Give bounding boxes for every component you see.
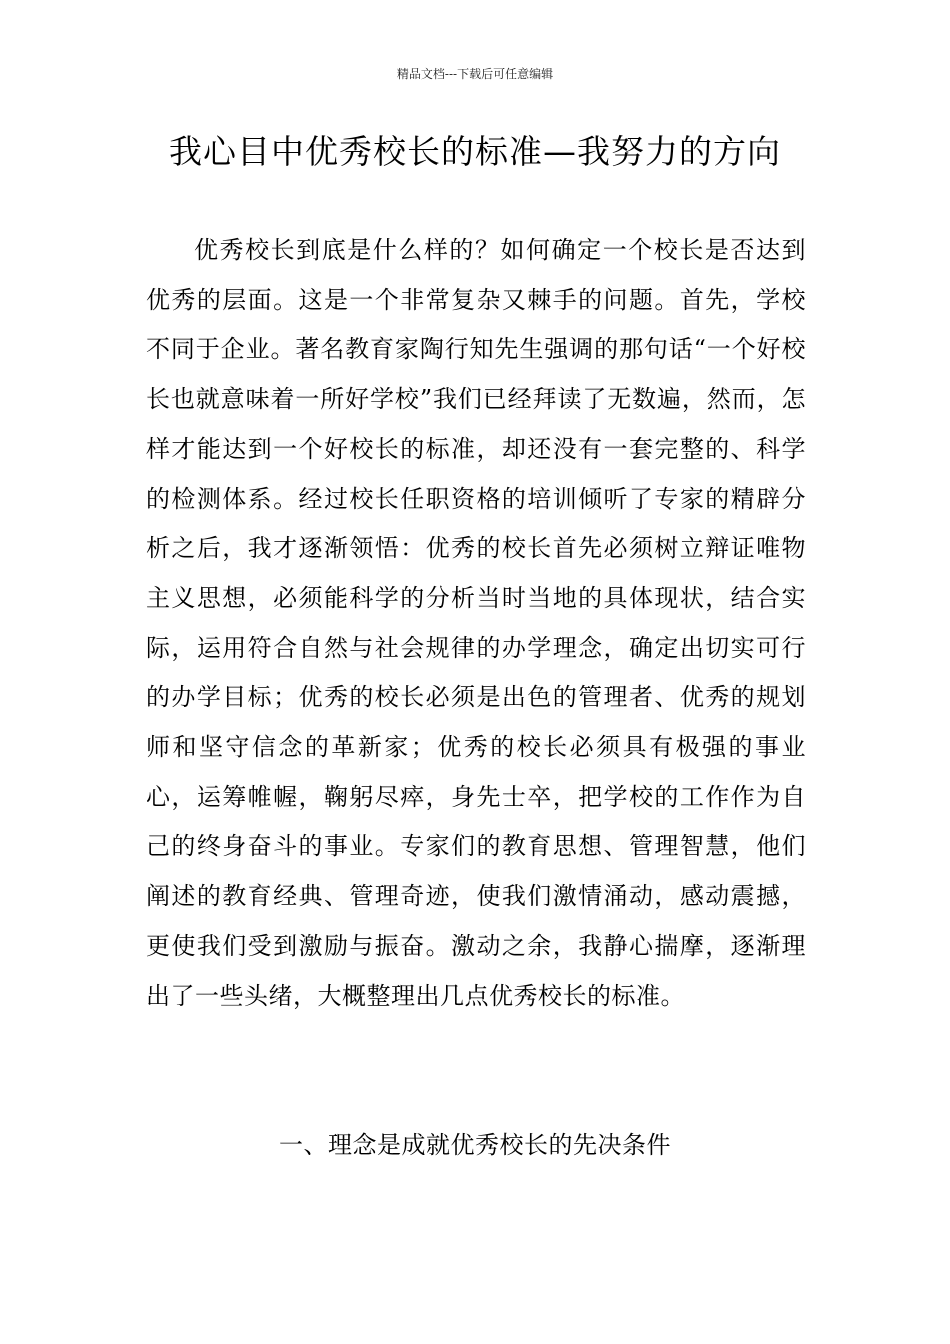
- header-note: 精品文档---下载后可任意编辑: [396, 67, 554, 81]
- body-paragraph: 优秀校长到底是什么样的？如何确定一个校长是否达到优秀的层面。这是一个非常复杂又棘手的问题。首先，学校不同于企业。著名教育家陶行知先生强调的那句话“一个好校长也就意味着一所好学校”我们已经拜读了无数遍，然而，怎样才能达到一个好校长的标准，却还没有一套完整的、科学的检测体系。经过校长任职资格的培训倾听了专家的精辟分析之后，我才逐渐领悟：优秀的校长首先必须树立辩证唯物主义思想，必须能科学的分析当时当地的具体现状，结合实际，运用符合自然与社会规律的办学理念，确定出切实可行的办学目标；优秀的校长必须是出色的管理者、优秀的规划师和坚守信念的革新家；优秀的校长必须具有极强的事业心，运筹帷幄，鞠躬尽瘁，身先士卒，把学校的工作作为自己的终身奋斗的事业。专家们的教育思想、管理智慧，他们阐述的教育经典、管理奇迹，使我们激情涌动，感动震撼，更使我们受到激励与振奋。激动之余，我静心揣摩，逐渐理出了一些头绪，大概整理出几点优秀校长的标准。: [146, 236, 806, 1010]
- section-heading: 一、理念是成就优秀校长的先决条件: [279, 1131, 671, 1159]
- document-title: 我心目中优秀校长的标准—我努力的方向: [169, 132, 781, 171]
